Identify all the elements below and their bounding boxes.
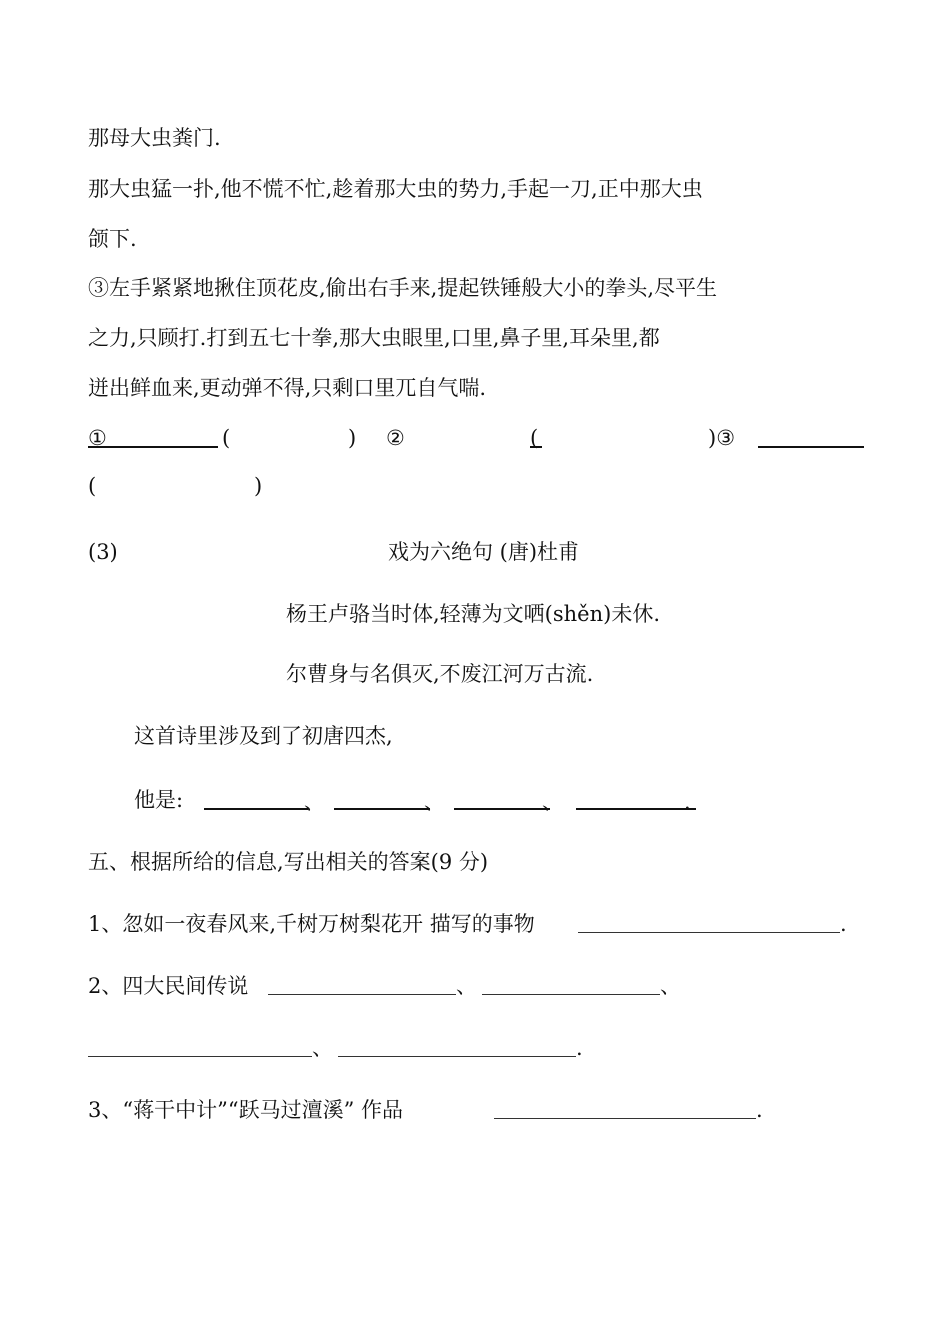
q3-blank[interactable] — [494, 1098, 756, 1119]
passage-line-2: 那大虫猛一扑,他不慌不忙,趁着那大虫的势力,手起一刀,正中那大虫 — [88, 177, 703, 201]
answer-blank-1[interactable] — [88, 428, 218, 448]
q2-end: . — [576, 1036, 583, 1060]
poet-sep-1: 、 — [304, 790, 325, 814]
q3-end: . — [756, 1098, 763, 1122]
answer-paren-3-open: ( — [88, 474, 97, 498]
poet-sep-3: 、 — [542, 790, 563, 814]
passage-line-1: 那母大虫粪门. — [88, 126, 221, 150]
q2-blank-3[interactable] — [88, 1036, 312, 1057]
poet-blank-2[interactable] — [334, 788, 430, 810]
poet-blank-3[interactable] — [454, 788, 550, 810]
passage-line-6: 迸出鲜血来,更动弹不得,只剩口里兀自气喘. — [88, 376, 487, 400]
q1-text: 1、忽如一夜春风来,千树万树梨花开 描写的事物 — [88, 912, 535, 936]
answer-paren-2-open: ( — [530, 426, 539, 450]
section-5-heading: 五、根据所给的信息,写出相关的答案(9 分) — [88, 850, 489, 874]
answer-paren-2-close-mark-3: )③ — [708, 426, 736, 450]
passage-line-5: 之力,只顾打.打到五七十拳,那大虫眼里,口里,鼻子里,耳朵里,都 — [88, 326, 660, 350]
q2-blank-2[interactable] — [482, 974, 660, 995]
poet-sep-2: 、 — [424, 790, 445, 814]
q3-text: 3、“蒋干中计”“跃马过澶溪” 作品 — [88, 1098, 403, 1122]
q2-blank-1[interactable] — [268, 974, 456, 995]
poem-number: (3) — [88, 540, 118, 564]
q1-blank[interactable] — [578, 912, 840, 933]
passage-line-4: ③左手紧紧地揪住顶花皮,偷出右手来,提起铁锤般大小的拳头,尽平生 — [88, 276, 718, 300]
answer-mark-1: ① — [88, 426, 107, 450]
poem-question: 这首诗里涉及到了初唐四杰, — [134, 724, 393, 748]
q2-sep-3: 、 — [312, 1036, 333, 1060]
poet-end: . — [684, 790, 691, 814]
answer-mark-2: ② — [386, 426, 405, 450]
answer-paren-1-open: ( — [222, 426, 231, 450]
answer-paren-1-close: ) — [348, 426, 357, 450]
poem-answer-prefix: 他是: — [134, 788, 184, 812]
q2-sep-2: 、 — [660, 974, 681, 998]
poem-title: 戏为六绝句 (唐)杜甫 — [388, 540, 580, 564]
poet-blank-1[interactable] — [204, 788, 308, 810]
answer-blank-3[interactable] — [758, 428, 864, 448]
q1-end: . — [840, 912, 847, 936]
poem-line-1: 杨王卢骆当时体,轻薄为文哂(shěn)未休. — [286, 602, 660, 626]
answer-paren-3-close: ) — [254, 474, 263, 498]
answer-blank-2[interactable] — [530, 428, 542, 448]
passage-line-3: 颌下. — [88, 227, 137, 251]
poet-blank-4[interactable] — [576, 788, 696, 810]
q2-blank-4[interactable] — [338, 1036, 576, 1057]
poem-line-2: 尔曹身与名俱灭,不废江河万古流. — [286, 662, 594, 686]
q2-sep-1: 、 — [456, 974, 477, 998]
q2-text: 2、四大民间传说 — [88, 974, 249, 998]
